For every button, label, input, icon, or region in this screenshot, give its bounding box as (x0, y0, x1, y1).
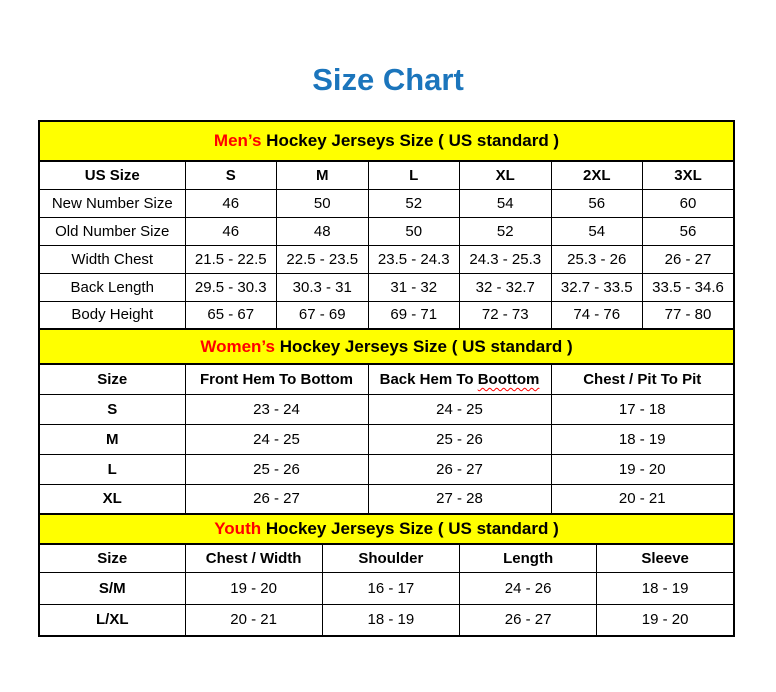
table-row (39, 394, 734, 424)
womens-banner-text: Hockey Jerseys Size ( US standard ) (274, 336, 573, 356)
col-header-s: S (185, 161, 277, 189)
size-cell: 77 - 80 (643, 301, 735, 329)
col-header-size: Size (39, 544, 185, 572)
size-cell: 25 - 26 (185, 454, 368, 484)
mens-header-row (39, 161, 734, 189)
size-cell: 67 - 69 (277, 301, 369, 329)
col-header-chest-width: Chest / Width (185, 544, 322, 572)
col-header-chest-pit: Chest / Pit To Pit (551, 364, 734, 394)
size-cell: 56 (643, 217, 735, 245)
size-cell: 69 - 71 (368, 301, 460, 329)
table-row (39, 189, 734, 217)
size-cell: 24 - 26 (460, 572, 597, 604)
mens-banner-highlight: Men’s (213, 131, 262, 150)
size-cell: 19 - 20 (551, 454, 734, 484)
size-cell: 24 - 25 (185, 424, 368, 454)
row-label-body-height: Body Height (39, 301, 185, 329)
size-cell: 52 (368, 189, 460, 217)
row-label-sm: S/M (39, 572, 185, 604)
size-cell: 52 (460, 217, 552, 245)
col-header-l: L (368, 161, 460, 189)
size-cell: 50 (277, 189, 369, 217)
youth-size-table (38, 543, 735, 637)
youth-banner-text: Hockey Jerseys Size ( US standard ) (261, 519, 559, 538)
mens-size-table (38, 160, 735, 330)
table-row (39, 217, 734, 245)
size-cell: 26 - 27 (368, 454, 551, 484)
mens-table-banner (38, 120, 735, 162)
womens-banner-highlight: Women’s (200, 336, 275, 356)
womens-size-table (38, 363, 735, 515)
back-hem-label-prefix: Back Hem To (379, 370, 478, 388)
col-header-m: M (277, 161, 369, 189)
size-cell: 25.3 - 26 (551, 245, 643, 273)
col-header-sleeve: Sleeve (597, 544, 734, 572)
womens-table-banner (38, 328, 735, 365)
size-cell: 50 (368, 217, 460, 245)
size-cell: 32 - 32.7 (460, 273, 552, 301)
size-cell: 19 - 20 (185, 572, 322, 604)
row-label-lxl: L/XL (39, 604, 185, 636)
row-label-s: S (39, 394, 185, 424)
size-cell: 16 - 17 (322, 572, 459, 604)
size-cell: 65 - 67 (185, 301, 277, 329)
page-title: Size Chart (312, 62, 464, 97)
size-cell: 18 - 19 (322, 604, 459, 636)
youth-header-row (39, 544, 734, 572)
col-header-3xl: 3XL (643, 161, 735, 189)
size-cell: 22.5 - 23.5 (277, 245, 369, 273)
table-row (39, 273, 734, 301)
size-cell: 23.5 - 24.3 (368, 245, 460, 273)
row-label-back-length: Back Length (39, 273, 185, 301)
col-header-length: Length (460, 544, 597, 572)
size-cell: 72 - 73 (460, 301, 552, 329)
size-chart (38, 120, 735, 637)
size-cell: 18 - 19 (551, 424, 734, 454)
size-cell: 25 - 26 (368, 424, 551, 454)
size-cell: 18 - 19 (597, 572, 734, 604)
size-cell: 23 - 24 (185, 394, 368, 424)
size-cell: 24.3 - 25.3 (460, 245, 552, 273)
size-cell: 26 - 27 (643, 245, 735, 273)
row-label-new-number-size: New Number Size (39, 189, 185, 217)
size-cell: 48 (277, 217, 369, 245)
size-cell: 74 - 76 (551, 301, 643, 329)
table-row (39, 484, 734, 514)
table-row (39, 301, 734, 329)
row-label-m: M (39, 424, 185, 454)
size-cell: 31 - 32 (368, 273, 460, 301)
size-cell: 33.5 - 34.6 (643, 273, 735, 301)
youth-banner-highlight: Youth (214, 519, 262, 538)
size-cell: 19 - 20 (597, 604, 734, 636)
col-header-size: Size (39, 364, 185, 394)
row-label-xl: XL (39, 484, 185, 514)
table-row (39, 572, 734, 604)
youth-table-banner (38, 513, 735, 545)
col-header-back-hem (368, 364, 551, 394)
size-cell: 60 (643, 189, 735, 217)
table-row (39, 245, 734, 273)
col-header-2xl: 2XL (551, 161, 643, 189)
row-label-l: L (39, 454, 185, 484)
row-label-width-chest: Width Chest (39, 245, 185, 273)
table-row (39, 604, 734, 636)
size-cell: 20 - 21 (551, 484, 734, 514)
size-cell: 24 - 25 (368, 394, 551, 424)
size-cell: 54 (551, 217, 643, 245)
size-cell: 20 - 21 (185, 604, 322, 636)
size-cell: 21.5 - 22.5 (185, 245, 277, 273)
col-header-xl: XL (460, 161, 552, 189)
size-cell: 26 - 27 (460, 604, 597, 636)
table-row (39, 424, 734, 454)
col-header-shoulder: Shoulder (322, 544, 459, 572)
size-cell: 26 - 27 (185, 484, 368, 514)
mens-banner-text: Hockey Jerseys Size ( US standard ) (261, 131, 560, 150)
row-label-old-number-size: Old Number Size (39, 217, 185, 245)
size-cell: 46 (185, 189, 277, 217)
col-header-front-hem: Front Hem To Bottom (185, 364, 368, 394)
size-cell: 32.7 - 33.5 (551, 273, 643, 301)
size-cell: 27 - 28 (368, 484, 551, 514)
size-cell: 54 (460, 189, 552, 217)
size-cell: 30.3 - 31 (277, 273, 369, 301)
size-cell: 56 (551, 189, 643, 217)
size-cell: 46 (185, 217, 277, 245)
col-header-us-size: US Size (39, 161, 185, 189)
back-hem-label-misspelled-word: Boottom (477, 370, 540, 388)
size-cell: 17 - 18 (551, 394, 734, 424)
size-cell: 29.5 - 30.3 (185, 273, 277, 301)
table-row (39, 454, 734, 484)
womens-header-row (39, 364, 734, 394)
